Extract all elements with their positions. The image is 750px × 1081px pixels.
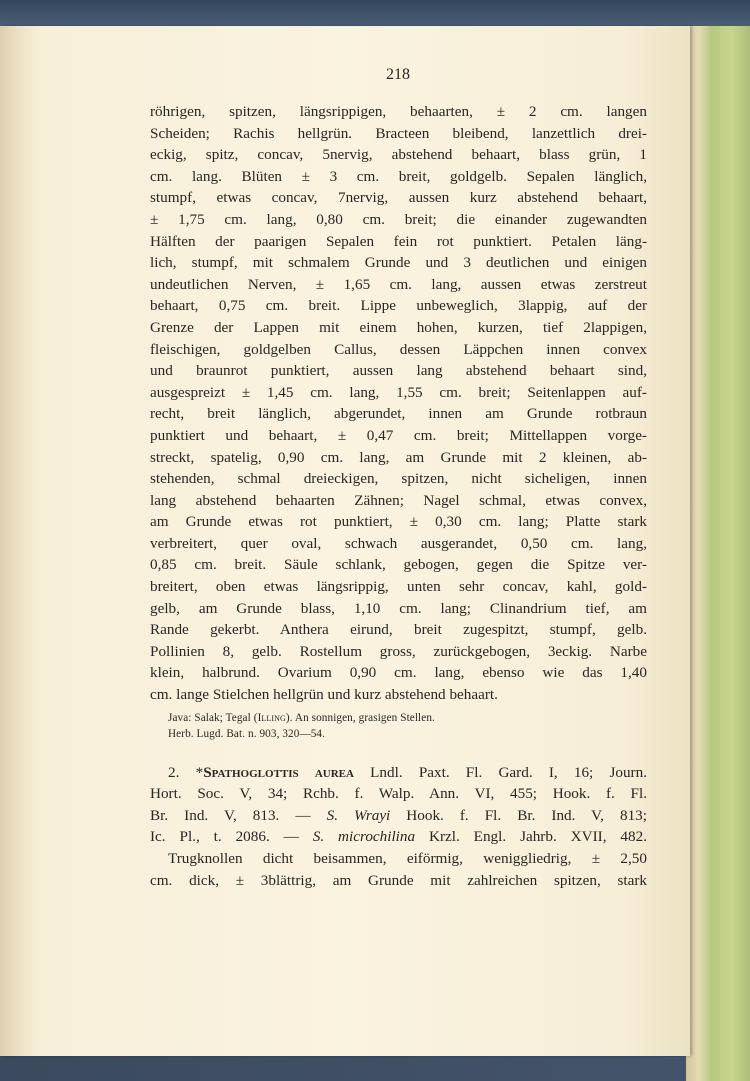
text-line: und braunrot punktiert, aussen lang abstehend behaart sind, — [150, 362, 647, 380]
description-paragraph — [150, 101, 647, 706]
text-line: klein, halbrund. Ovarium 0,90 cm. lang, ebenso wie das 1,40 — [150, 664, 647, 682]
citation-line: Br. Ind. V, 813. — S. Wrayi Hook. f. Fl. Br. Ind. V, 813; — [150, 806, 647, 824]
text-line: Hälften der paarigen Sepalen fein rot punktiert. Petalen läng- — [150, 232, 647, 250]
text-line: verbreitert, quer oval, schwach ausgerandet, 0,50 cm. lang, — [150, 534, 647, 552]
text-line: cm. lange Stielchen hellgrün und kurz abstehend behaart. — [150, 686, 498, 704]
note-herbarium: Herb. Lugd. Bat. n. 903, 320—54. — [168, 727, 326, 740]
gutter-shadow — [0, 26, 34, 1056]
text-line: lich, stumpf, mit schmalem Grunde und 3 deutlichen und einigen — [150, 254, 647, 272]
text-line: Pollinien 8, gelb. Rostellum gross, zurückgebogen, 3eckig. Narbe — [150, 642, 647, 660]
text-line: behaart, 0,75 cm. breit. Lippe unbeweglich, 3lappig, auf der — [150, 297, 647, 315]
text-line: röhrigen, spitzen, längsrippigen, behaarten, ± 2 cm. langen — [150, 103, 647, 120]
text-line: Rande gekerbt. Anthera eirund, breit zugespitzt, stumpf, gelb. — [150, 621, 647, 639]
text-line: cm. dick, ± 3blättrig, am Grunde mit zahlreichen spitzen, stark — [150, 871, 647, 889]
text-line: Trugknollen dicht beisammen, eiförmig, weniggliedrig, ± 2,50 — [168, 850, 647, 867]
text-line: am Grunde etwas rot punktiert, ± 0,30 cm. lang; Platte stark — [150, 513, 647, 531]
text-line: ausgespreizt ± 1,45 cm. lang, 1,55 cm. breit; Seitenlappen auf- — [150, 383, 647, 401]
synonym: S. microchilina — [312, 828, 416, 846]
text-line: gelb, am Grunde blass, 1,10 cm. lang; Clinandrium tief, am — [150, 599, 647, 617]
species-name: Spathoglottis aurea — [203, 763, 354, 781]
text-line: cm. lang. Blüten ± 3 cm. breit, goldgelb. Sepalen länglich, — [150, 167, 647, 185]
text-line: recht, breit länglich, abgerundet, innen am Grunde rotbraun — [150, 405, 647, 423]
synonym: S. Wrayi — [326, 806, 391, 824]
page-body — [150, 101, 647, 891]
text-line: lang abstehend behaarten Zähnen; Nagel schmal, etwas convex, — [150, 491, 647, 509]
page-number: 218 — [386, 66, 410, 83]
text-line: stumpf, etwas concav, 7nervig, aussen kurz abstehend behaart, — [150, 189, 647, 207]
citation-line: Ic. Pl., t. 2086. — S. microchilina Krzl. Engl. Jahrb. XVII, 482. — [150, 828, 647, 846]
text-line: streckt, spatelig, 0,90 cm. lang, am Grunde mit 2 kleinen, ab- — [150, 448, 647, 466]
species-number: 2. * — [168, 763, 204, 781]
text-line: undeutlichen Nerven, ± 1,65 cm. lang, aussen etwas zerstreut — [150, 275, 647, 293]
text-line: Scheiden; Rachis hellgrün. Bracteen bleibend, lanzettlich drei- — [150, 124, 647, 142]
text-line: 0,85 cm. breit. Säule schlank, gebogen, gegen die Spitze ver- — [150, 556, 647, 574]
text-line: ± 1,75 cm. lang, 0,80 cm. breit; die einander zugewandten — [150, 210, 647, 228]
species-entry — [150, 762, 647, 892]
note-locality: Java: Salak; Tegal (Illing). An sonnigen, grasigen Stellen. — [168, 711, 435, 724]
text-line: eckig, spitz, concav, 5nervig, abstehend behaart, blass grün, 1 — [150, 146, 647, 164]
text-line: punktiert und behaart, ± 0,47 cm. breit; Mittellappen vorge- — [150, 426, 647, 444]
text-line: breitert, oben etwas längsrippig, unten sehr concav, kahl, gold- — [150, 578, 647, 596]
species-citation: Lndl. Paxt. Fl. Gard. I, 16; Journ. — [353, 763, 648, 781]
text-line: Grenze der Lappen mit einem hohen, kurzen, tief 2lappigen, — [150, 318, 647, 336]
species-heading-line — [150, 762, 647, 784]
page-edge-stack — [686, 26, 750, 1081]
text-line: fleischigen, goldgelben Callus, dessen Läppchen innen convex — [150, 340, 647, 358]
book-cover-edge — [0, 0, 750, 26]
text-line: stehenden, schmal dreieckigen, spitzen, nicht sicheligen, innen — [150, 470, 647, 488]
citation-line: Hort. Soc. V, 34; Rchb. f. Walp. Ann. VI, 455; Hook. f. Fl. — [150, 785, 647, 803]
locality-notes — [150, 710, 647, 742]
